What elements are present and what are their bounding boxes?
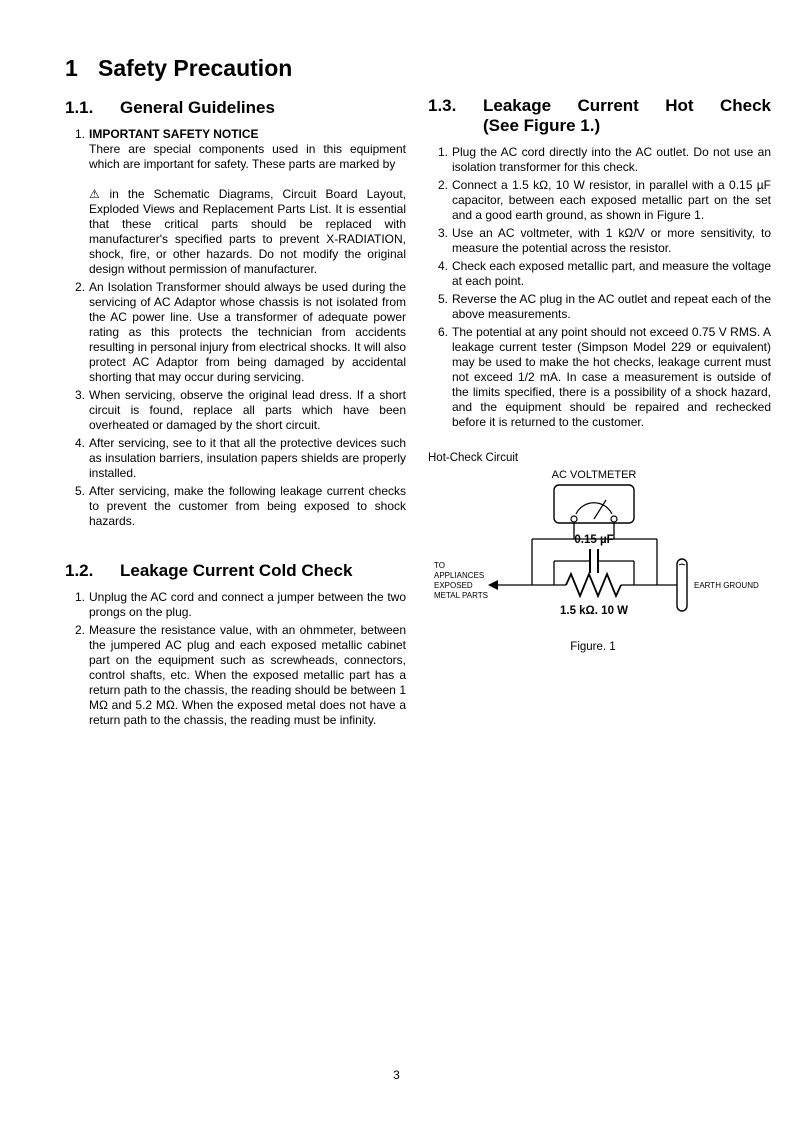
item-number: 5. <box>74 484 85 498</box>
resistor-label: 1.5 kΩ. 10 W <box>559 605 629 617</box>
earth-ground-label: EARTH GROUND <box>694 581 759 590</box>
right-column <box>428 96 771 653</box>
hot-check-circuit-diagram <box>432 467 762 637</box>
list-item <box>428 178 771 223</box>
item-text: Measure the resistance value, with an ohmmeter, between the jumpered AC plug and each exposed metallic cabinet part on the equipment such as screwheads, connectors, control shafts, etc. When the exposed metallic part has a return path to the chassis, the reading should be between 1 MΩ and 5.2 MΩ. When the exposed metal does not have a return path to the chassis, the reading must be infinity. <box>89 623 406 727</box>
section-title <box>483 96 771 136</box>
item-number: 4. <box>74 436 85 450</box>
paragraph-text: in the Schematic Diagrams, Circuit Board Layout, Exploded Views and Replacement Parts List. It is essential that these critical parts should be replaced with manufacturer's specified parts to prevent X-RADIATION, shock, fire, or other hazards. Do not modify the original design without permission of manufacturer. <box>89 187 406 276</box>
list-item <box>65 590 406 620</box>
chapter-number: 1 <box>65 55 78 81</box>
list-item <box>65 280 406 385</box>
list-item <box>428 325 771 430</box>
item-number: 4. <box>437 259 448 273</box>
meter-terminal-right <box>611 516 617 522</box>
item-text: After servicing, make the following leakage current checks to prevent the customer from being exposed to shock hazards. <box>89 484 406 528</box>
section-cold-check <box>65 561 406 728</box>
list-item <box>65 623 406 728</box>
item-text: Connect a 1.5 kΩ, 10 W resistor, in parallel with a 0.15 µF capacitor, between each exposed metallic part on the set and a good earth ground, as shown in Figure 1. <box>452 178 771 222</box>
numbered-list <box>428 145 771 430</box>
section-title-line2: (See Figure 1.) <box>483 116 601 135</box>
list-item <box>428 226 771 256</box>
item-number: 2. <box>74 280 85 294</box>
item-text: Check each exposed metallic part, and measure the voltage at each point. <box>452 259 771 288</box>
item-number: 1. <box>74 127 85 141</box>
warning-triangle-icon: ⚠ <box>89 187 106 201</box>
item-number: 3. <box>437 226 448 240</box>
numbered-list <box>65 127 406 529</box>
chapter-heading <box>65 55 292 82</box>
list-item <box>65 388 406 433</box>
figure-caption: Figure. 1 <box>570 641 616 653</box>
section-title: Leakage Current Cold Check <box>120 561 353 580</box>
item-number: 1. <box>74 590 85 604</box>
list-item <box>428 292 771 322</box>
section-general-guidelines <box>65 98 406 529</box>
item-number: 3. <box>74 388 85 402</box>
arrow-left-icon <box>488 580 498 590</box>
item-number: 6. <box>437 325 448 339</box>
section-number: 1.3. <box>428 96 457 115</box>
appliances-label-line1: TO <box>434 561 445 570</box>
appliances-label-line4: METAL PARTS <box>434 591 488 600</box>
appliances-label-line2: APPLIANCES <box>434 571 485 580</box>
resistor-symbol <box>566 574 621 596</box>
figure-1 <box>428 452 771 653</box>
item-number: 2. <box>74 623 85 637</box>
section-heading <box>65 561 406 581</box>
left-column <box>65 98 406 731</box>
item-text: When servicing, observe the original lead dress. If a short circuit is found, replace all parts which have been overheated or damaged by the short circuit. <box>89 388 406 432</box>
list-item <box>65 484 406 529</box>
paragraph: There are special components used in this equipment which are important for safety. These parts are marked by <box>89 142 406 171</box>
item-number: 2. <box>437 178 448 192</box>
figure-title: Hot-Check Circuit <box>428 452 519 464</box>
appliances-label-line3: EXPOSED <box>434 581 473 590</box>
item-number: 1. <box>437 145 448 159</box>
section-title-line1: Leakage Current Hot Check <box>483 96 771 115</box>
item-text: Use an AC voltmeter, with 1 kΩ/V or more sensitivity, to measure the potential across the resistor. <box>452 226 771 255</box>
capacitor-symbol <box>590 549 598 573</box>
item-text: Unplug the AC cord and connect a jumper between the two prongs on the plug. <box>89 590 406 619</box>
list-item <box>65 127 406 277</box>
list-item <box>428 259 771 289</box>
meter-terminal-left <box>571 516 577 522</box>
voltmeter-label: AC VOLTMETER <box>551 469 637 481</box>
item-text <box>89 127 406 277</box>
page-number: 3 <box>393 1068 400 1082</box>
ac-voltmeter-symbol <box>554 485 634 523</box>
list-item <box>428 145 771 175</box>
item-text: Reverse the AC plug in the AC outlet and repeat each of the above measurements. <box>452 292 771 321</box>
item-text: An Isolation Transformer should always be used during the servicing of AC Adaptor whose chassis is not isolated from the AC power line. Use a transformer of adequate power rating as this protects the technician from accidents resulting in personal injury from electrical shocks. It will also protect AC Adaptor from being damaged by accidental shorting that may occur during servicing. <box>89 280 406 384</box>
list-item <box>65 436 406 481</box>
section-heading <box>65 98 406 118</box>
item-text: Plug the AC cord directly into the AC outlet. Do not use an isolation transformer for this check. <box>452 145 771 174</box>
chapter-title: Safety Precaution <box>98 55 293 81</box>
section-hot-check <box>428 96 771 430</box>
section-heading <box>428 96 771 136</box>
numbered-list <box>65 590 406 728</box>
item-text: After servicing, see to it that all the protective devices such as insulation barriers, insulation papers shields are properly installed. <box>89 436 406 480</box>
item-text: The potential at any point should not exceed 0.75 V RMS. A leakage current tester (Simpson Model 229 or equivalent) may be used to make the hot checks, leakage current must not exceed 1/2 mA. In case a measurement is outside of the limits specified, there is a possibility of a shock hazard, and the equipment should be repaired and rechecked before it is returned to the customer. <box>452 325 771 429</box>
section-title: General Guidelines <box>120 98 275 117</box>
section-number: 1.2. <box>65 561 94 580</box>
item-number: 5. <box>437 292 448 306</box>
section-number: 1.1. <box>65 98 94 117</box>
capacitor-label: 0.15 µF <box>574 534 614 546</box>
earth-ground-symbol <box>677 559 687 611</box>
paragraph <box>89 187 406 277</box>
important-safety-notice: IMPORTANT SAFETY NOTICE <box>89 127 259 141</box>
